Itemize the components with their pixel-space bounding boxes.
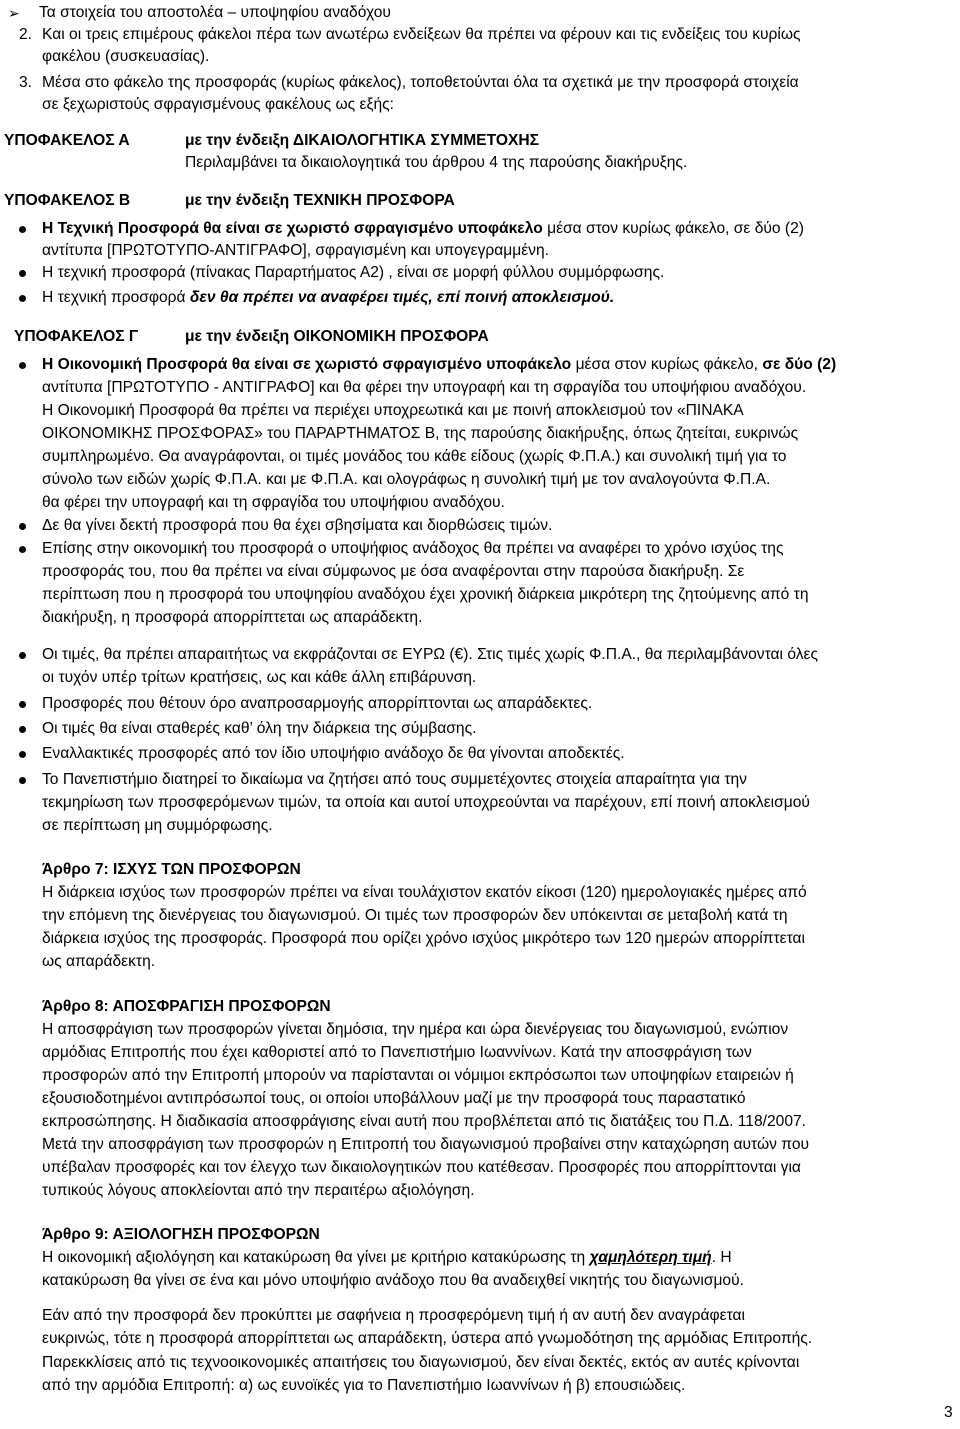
- list-item-text: συμπληρωμένο. Θα αναγράφονται, οι τιμές μονάδος του κάθε είδους (χωρίς Φ.Π.Α.) και συνολική τιμή για το: [42, 448, 787, 465]
- list-item-text: Η Οικονομική Προσφορά θα πρέπει να περιέχει υποχρεωτικά και με ποινή αποκλεισμού τον «ΠΙΝΑΚΑ: [42, 402, 744, 419]
- paragraph-line: υπέβαλαν προσφορές και τον έλεγχο των δικαιολογητικών που κατέθεσαν. Προσφορές που απορρίπτονται για: [42, 1159, 801, 1176]
- paragraph-line: Η αποσφράγιση των προσφορών γίνεται δημόσια, την ημέρα και ώρα διενέργειας του διαγωνισμού, ενώπιον: [42, 1021, 789, 1038]
- list-number: 2.: [19, 26, 33, 43]
- list-item-text: περίπτωση που η προσφορά του υποψηφίου αναδόχου έχει χρονική διάρκεια μικρότερη της ζητούμενης από τη: [42, 586, 809, 603]
- paragraph-line: τυπικούς λόγους αποκλείονται από την περαιτέρω αξιολόγηση.: [42, 1182, 475, 1199]
- subfolder-c-title: με την ένδειξη ΟΙΚΟΝΟΜΙΚΗ ΠΡΟΣΦΟΡΑ: [185, 328, 489, 345]
- paragraph-line: αρμόδιας Επιτροπής που έχει καθοριστεί από το Πανεπιστήμιο Ιωαννίνων. Κατά την αποσφράγιση των: [42, 1044, 752, 1061]
- list-item-text: οι τυχόν υπέρ τρίτων κρατήσεις, ως και κάθε άλλη επιβάρυνση.: [42, 669, 477, 686]
- subfolder-a-desc: Περιλαμβάνει τα δικαιολογητικά του άρθρου 4 της παρούσης διακήρυξης.: [185, 154, 688, 171]
- list-item-text: τεκμηρίωση των προσφερόμενων τιμών, τα οποία και αυτοί υποχρεούνται να παρέχουν, επί ποινή αποκλεισμού: [42, 794, 810, 811]
- list-item-text: Και οι τρεις επιμέρους φάκελοι πέρα των ανωτέρω ενδείξεων θα πρέπει να φέρουν και τις ενδείξεις του κυρίως: [42, 26, 801, 43]
- bullet-icon: [19, 270, 26, 277]
- list-item-text: σύνολο των ειδών χωρίς Φ.Π.Α. και με Φ.Π.Α. και ολογράφως η συνολική τιμή με τον αναλογούντα Φ.Π.Α.: [42, 471, 771, 488]
- bullet-icon: [19, 546, 26, 553]
- list-item-text: αντίτυπα [ΠΡΩΤΟΤΥΠΟ - ΑΝΤΙΓΡΑΦΟ] και θα φέρει την υπογραφή και τη σφραγίδα του υποψήφιου αναδόχου.: [42, 379, 807, 396]
- paragraph-line: ως απαράδεκτη.: [42, 953, 156, 970]
- paragraph-line: ευκρινώς, τότε η προσφορά απορρίπτεται ως απαράδεκτη, ύστερα από γνωμοδότηση της αρμόδιας Επιτροπής.: [42, 1330, 813, 1347]
- subfolder-b-label: ΥΠΟΦΑΚΕΛΟΣ Β: [4, 192, 131, 209]
- bullet-icon: [19, 701, 26, 708]
- paragraph-line: εκπροσώπησης. Η διαδικασία αποσφράγισης είναι αυτή που προβλέπεται από τις διατάξεις του Π.Δ. 118/2007.: [42, 1113, 807, 1130]
- list-item: Η Οικονομική Προσφορά θα είναι σε χωριστό σφραγισμένο υποφάκελο μέσα στον κυρίως φάκελο, σε δύο (2): [42, 356, 837, 373]
- list-number: 3.: [19, 74, 33, 91]
- paragraph-line: Η διάρκεια ισχύος των προσφορών πρέπει να είναι τουλάχιστον εκατόν είκοσι (120) ημερολογιακές ημέρες από: [42, 884, 807, 901]
- list-item-text: Επίσης στην οικονομική του προσφορά ο υποψήφιος ανάδοχος θα πρέπει να αναφέρει το χρόνο ισχύος της: [42, 540, 784, 557]
- paragraph-line: Η οικονομική αξιολόγηση και κατακύρωση θα γίνει με κριτήριο κατακύρωσης τη χαμηλότερη τιμή. Η: [42, 1249, 732, 1266]
- paragraph-line: Μετά την αποσφράγιση των προσφορών η Επιτροπή του διαγωνισμού προβαίνει στην καταχώρηση αυτών που: [42, 1136, 810, 1153]
- list-item-text: προσφοράς του, που θα πρέπει να είναι σύμφωνος με όσα αναφέρονται στην παρούσα διακήρυξη. Σε: [42, 563, 745, 580]
- list-item-text: θα φέρει την υπογραφή και τη σφραγίδα του υποψήφιου αναδόχου.: [42, 494, 505, 511]
- list-item-text: φακέλου (συσκευασίας).: [42, 48, 210, 65]
- list-item-text: Οι τιμές, θα πρέπει απαραιτήτως να εκφράζονται σε ΕΥΡΩ (€). Στις τιμές χωρίς Φ.Π.Α., θα περιλαμβάνονται όλες: [42, 646, 818, 663]
- list-item-text: αντίτυπα [ΠΡΩΤΟΤΥΠΟ-ΑΝΤΙΓΡΑΦΟ], σφραγισμένη και υπογεγραμμένη.: [42, 242, 549, 259]
- arrow-list-item: Τα στοιχεία του αποστολέα – υποψηφίου αναδόχου: [39, 4, 391, 21]
- bullet-icon: [19, 362, 26, 369]
- paragraph-line: κατακύρωση θα γίνει σε ένα και μόνο υποψήφιο ανάδοχο που θα αναδειχθεί νικητής του διαγωνισμού.: [42, 1272, 744, 1289]
- list-item-text: διακήρυξη, η προσφορά απορρίπτεται ως απαράδεκτη.: [42, 609, 423, 626]
- paragraph-line: από την αρμόδια Επιτροπή: α) ως ευνοϊκές για το Πανεπιστήμιο Ιωαννίνων ή β) επουσιώδεις.: [42, 1377, 686, 1394]
- bullet-icon: [19, 523, 26, 530]
- paragraph-line: προσφορών από την Επιτροπή μπορούν να παρίστανται οι νόμιμοι εκπρόσωποι των υποψηφίων εταιρειών ή: [42, 1067, 794, 1084]
- paragraph-line: εξουσιοδοτημένοι αντιπρόσωποί τους, οι οποίοι υποβάλλουν μαζί με την προσφορά τους παραστατικό: [42, 1090, 746, 1107]
- paragraph-line: την επόμενη της διενέργειας του διαγωνισμού. Οι τιμές των προσφορών δεν υπόκεινται σε μεταβολή κατά τη: [42, 907, 788, 924]
- bullet-icon: [19, 777, 26, 784]
- article-7-heading: Άρθρο 7: ΙΣΧΥΣ ΤΩΝ ΠΡΟΣΦΟΡΩΝ: [42, 861, 301, 878]
- bullet-icon: [19, 295, 26, 302]
- list-item-text: ΟΙΚΟΝΟΜΙΚΗΣ ΠΡΟΣΦΟΡΑΣ» του ΠΑΡΑΡΤΗΜΑΤΟΣ Β, της παρούσης διακήρυξης, όπως ζητείται, ευκρινώς: [42, 425, 799, 442]
- bullet-icon: [19, 751, 26, 758]
- article-8-heading: Άρθρο 8: ΑΠΟΣΦΡΑΓΙΣΗ ΠΡΟΣΦΟΡΩΝ: [42, 998, 331, 1015]
- paragraph-line: Παρεκκλίσεις από τις τεχνοοικονομικές απαιτήσεις του διαγωνισμού, δεν είναι δεκτές, εκτός αν αυτές κρίνονται: [42, 1354, 800, 1371]
- subfolder-b-title: με την ένδειξη ΤΕΧΝΙΚΗ ΠΡΟΣΦΟΡΑ: [185, 192, 455, 209]
- subfolder-c-label: ΥΠΟΦΑΚΕΛΟΣ Γ: [14, 328, 139, 345]
- bullet-icon: [19, 226, 26, 233]
- subfolder-a-title: με την ένδειξη ΔΙΚΑΙΟΛΟΓΗΤΙΚΑ ΣΥΜΜΕΤΟΧΗΣ: [185, 132, 539, 149]
- article-9-heading: Άρθρο 9: ΑΞΙΟΛΟΓΗΣΗ ΠΡΟΣΦΟΡΩΝ: [42, 1226, 320, 1243]
- list-item: Οι τιμές θα είναι σταθερές καθ’ όλη την διάρκεια της σύμβασης.: [42, 720, 477, 737]
- list-item: Εναλλακτικές προσφορές από τον ίδιο υποψήφιο ανάδοχο δε θα γίνονται αποδεκτές.: [42, 745, 625, 762]
- arrow-bullet-icon: ➢: [8, 5, 20, 21]
- page-number: 3: [944, 1404, 953, 1421]
- list-item-text: σε ξεχωριστούς σφραγισμένους φακέλους ως εξής:: [42, 96, 394, 113]
- list-item: Η Τεχνική Προσφορά θα είναι σε χωριστό σφραγισμένο υποφάκελο μέσα στον κυρίως φάκελο, σε δύο (2): [42, 220, 804, 237]
- list-item: Δε θα γίνει δεκτή προσφορά που θα έχει σβησίματα και διορθώσεις τιμών.: [42, 517, 553, 534]
- bullet-icon: [19, 652, 26, 659]
- list-item-text: Μέσα στο φάκελο της προσφοράς (κυρίως φάκελος), τοποθετούνται όλα τα σχετικά με την προσφορά στοιχεία: [42, 74, 799, 91]
- subfolder-a-label: ΥΠΟΦΑΚΕΛΟΣ Α: [4, 132, 130, 149]
- bullet-icon: [19, 726, 26, 733]
- list-item: Η τεχνική προσφορά δεν θα πρέπει να αναφέρει τιμές, επί ποινή αποκλεισμού.: [42, 289, 615, 306]
- list-item-text: σε περίπτωση μη συμμόρφωσης.: [42, 817, 273, 834]
- paragraph-line: Εάν από την προσφορά δεν προκύπτει με σαφήνεια η προσφερόμενη τιμή ή αν αυτή δεν αναγράφεται: [42, 1307, 746, 1324]
- list-item: Η τεχνική προσφορά (πίνακας Παραρτήματος Α2) , είναι σε μορφή φύλλου συμμόρφωσης.: [42, 264, 665, 281]
- list-item: Προσφορές που θέτουν όρο αναπροσαρμογής απορρίπτονται ως απαράδεκτες.: [42, 695, 593, 712]
- list-item-text: Το Πανεπιστήμιο διατηρεί το δικαίωμα να ζητήσει από τους συμμετέχοντες στοιχεία απαραίτητα για την: [42, 771, 747, 788]
- paragraph-line: διάρκεια ισχύος της προσφοράς. Προσφορά που ορίζει χρόνο ισχύος μικρότερο των 120 ημερών απορρίπτεται: [42, 930, 806, 947]
